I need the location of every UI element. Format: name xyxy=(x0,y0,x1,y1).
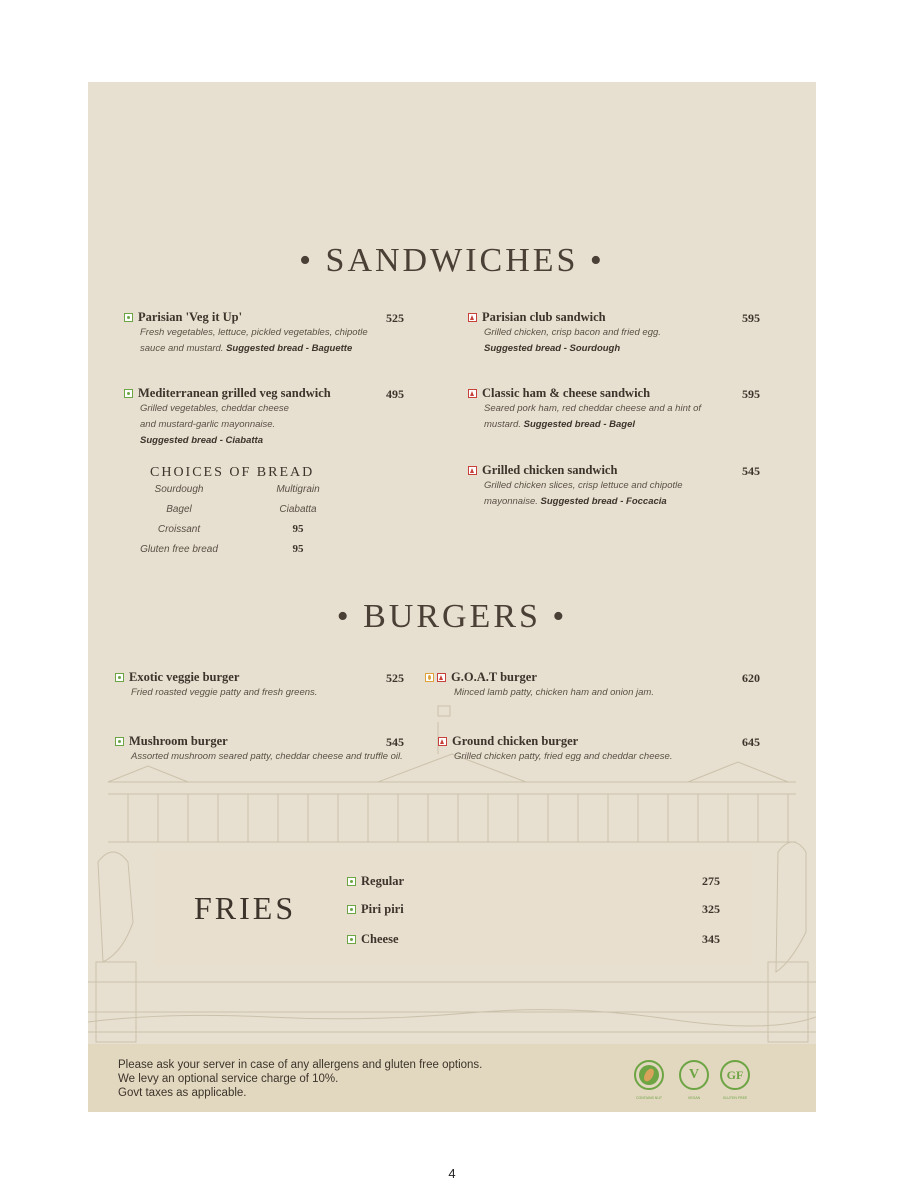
item-description: Assorted mushroom seared patty, cheddar cheese and truffle oil. xyxy=(131,751,403,762)
menu-item xyxy=(468,386,748,433)
item-name: Mushroom burger xyxy=(129,734,228,748)
item-price: 525 xyxy=(386,671,404,685)
item-description: Minced lamb patty, chicken ham and onion jam. xyxy=(454,687,654,698)
suggested-bread: Suggested bread - Ciabatta xyxy=(140,435,263,446)
item-name: Exotic veggie burger xyxy=(129,670,240,684)
menu-item xyxy=(124,386,404,449)
veg-icon xyxy=(115,737,124,746)
sandwiches-heading: • SANDWICHES • xyxy=(299,242,605,279)
bread-price: 95 xyxy=(292,543,304,555)
item-price: 645 xyxy=(742,735,760,749)
non-veg-icon xyxy=(437,673,446,682)
footer-notes xyxy=(118,1058,482,1100)
badge-label: CONTAINS NUT xyxy=(636,1096,662,1100)
veg-icon xyxy=(124,389,133,398)
item-price: 595 xyxy=(742,311,760,325)
non-veg-icon xyxy=(438,737,447,746)
menu-item xyxy=(124,310,404,357)
gluten-free-icon: GF xyxy=(720,1060,750,1090)
item-name: Cheese xyxy=(361,932,399,946)
bread-option: Multigrain xyxy=(276,484,320,495)
item-name: Ground chicken burger xyxy=(452,734,579,748)
veg-icon xyxy=(347,877,356,886)
item-name: Grilled chicken sandwich xyxy=(482,463,618,477)
item-price: 275 xyxy=(702,874,720,888)
item-price: 545 xyxy=(742,464,760,478)
bread-option: Bagel xyxy=(166,504,192,515)
badge-label: GLUTEN FREE xyxy=(722,1096,748,1100)
menu-item xyxy=(425,670,745,701)
bread-option: Gluten free bread xyxy=(140,544,218,555)
item-price: 325 xyxy=(702,902,720,916)
item-description: Grilled chicken, crisp bacon and fried egg. xyxy=(484,327,661,338)
item-name: G.O.A.T burger xyxy=(451,670,537,684)
item-description: Seared pork ham, red cheddar cheese and a hint of xyxy=(484,403,702,414)
suggested-bread: Suggested bread - Bagel xyxy=(520,419,635,430)
item-name: Regular xyxy=(361,874,405,888)
burgers-heading: • BURGERS • xyxy=(336,598,568,635)
menu-item xyxy=(347,902,404,917)
item-price: 620 xyxy=(742,671,760,685)
menu-item xyxy=(438,734,758,765)
item-description: sauce and mustard. xyxy=(140,343,224,354)
service-charge-note: We levy an optional service charge of 10%. xyxy=(118,1073,339,1085)
menu-item xyxy=(347,932,399,947)
bread-option: Croissant xyxy=(157,524,201,535)
menu-page xyxy=(88,82,816,1112)
peanut-icon xyxy=(634,1060,664,1090)
suggested-bread: Suggested bread - Sourdough xyxy=(484,343,621,354)
vegan-icon: V xyxy=(679,1060,709,1090)
item-name: Parisian club sandwich xyxy=(482,310,606,324)
fries-heading: FRIES xyxy=(194,890,297,926)
item-name: Piri piri xyxy=(361,902,404,916)
suggested-bread: Suggested bread - Baguette xyxy=(223,343,353,354)
non-veg-icon xyxy=(468,389,477,398)
non-veg-icon xyxy=(468,466,477,475)
badge-label: VEGAN xyxy=(687,1096,701,1100)
item-description: Grilled vegetables, cheddar cheese xyxy=(140,403,289,414)
item-price: 495 xyxy=(386,387,404,401)
bread-option: Ciabatta xyxy=(279,504,317,515)
allergen-note: Please ask your server in case of any allergens and gluten free options. xyxy=(118,1059,483,1071)
veg-icon xyxy=(347,935,356,944)
item-description: Fresh vegetables, lettuce, pickled vegetables, chipotle xyxy=(140,327,368,338)
menu-item xyxy=(115,734,415,765)
item-description: Grilled chicken patty, fried egg and cheddar cheese. xyxy=(454,751,673,762)
item-description: mustard. xyxy=(484,419,521,430)
bread-price: 95 xyxy=(292,523,304,535)
item-description: Grilled chicken slices, crisp lettuce and chipotle xyxy=(484,480,683,491)
item-description: Fried roasted veggie patty and fresh greens. xyxy=(131,687,318,698)
veg-icon xyxy=(115,673,124,682)
veg-icon xyxy=(347,905,356,914)
tax-note: Govt taxes as applicable. xyxy=(118,1087,247,1099)
menu-item xyxy=(468,463,748,510)
veg-icon xyxy=(124,313,133,322)
menu-item xyxy=(468,310,748,357)
item-description: mayonnaise. xyxy=(484,496,538,507)
bread-choices-heading: CHOICES OF BREAD xyxy=(150,465,315,480)
bread-option: Sourdough xyxy=(154,484,204,495)
item-name: Parisian 'Veg it Up' xyxy=(138,310,243,324)
menu-item xyxy=(115,670,415,701)
item-name: Classic ham & cheese sandwich xyxy=(482,386,651,400)
item-price: 525 xyxy=(386,311,404,325)
item-price: 545 xyxy=(386,735,404,749)
item-name: Mediterranean grilled veg sandwich xyxy=(138,386,331,400)
nut-icon xyxy=(425,673,434,682)
item-description: and mustard-garlic mayonnaise. xyxy=(140,419,276,430)
item-price: 595 xyxy=(742,387,760,401)
suggested-bread: Suggested bread - Foccacia xyxy=(537,496,667,507)
menu-item xyxy=(347,874,404,889)
page-number: 4 xyxy=(448,1166,456,1181)
non-veg-icon xyxy=(468,313,477,322)
item-price: 345 xyxy=(702,932,720,946)
